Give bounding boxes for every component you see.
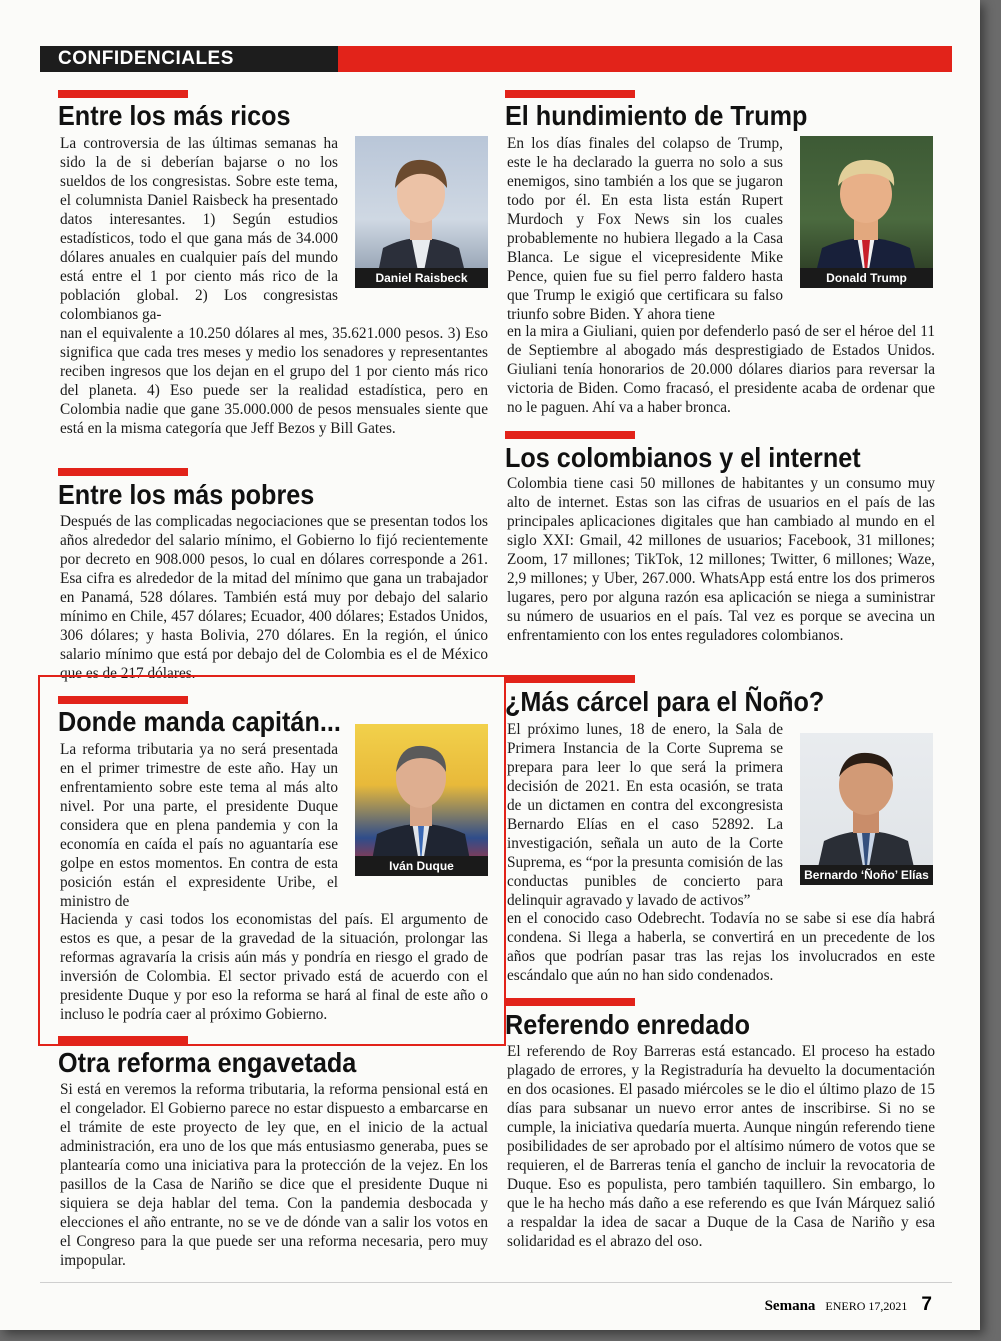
article-text-ricos-wrap: La controversia de las últimas semanas ha sido la de si deberían bajarse o no los sueldos de los congresistas. Sobre este tema, el columnista Daniel Raisbeck ha presentado datos interesantes. 1) Según estudios estadísticos, todo el que gana más de 34.000 dólares anuales en cualquier país del mundo está entre el 1 por ciento más rico de la población global. 2) Los congresistas colombianos ga- [60, 135, 338, 323]
article-title-internet: Los colombianos y el internet [505, 442, 861, 473]
portrait-illustration [800, 136, 933, 288]
portrait-illustration [355, 136, 488, 288]
portrait-illustration [355, 724, 488, 876]
article-title-pobres: Entre los más pobres [58, 479, 315, 510]
photo-donald-trump [800, 136, 933, 288]
article-text-pobres: Después de las complicadas negociaciones que se presentan todos los años alrededor del salario mínimo, el Gobierno lo fijó recientemente por decreto en 908.000 pesos, lo cual en dólares corresponde a 261. Esa cifra es alrededor de la mitad del mínimo que gana un trabajador en Panamá, 528 dólares. También está muy por debajo del salario mínimo en Chile, 457 dólares; Ecuador, 400 dólares; Estados Unidos, 306 dólares; y hasta Bolivia, 270 dólares. En la región, el único salario mínimo que está por debajo del de Colombia es el de México que es de 217 dólares. [60, 513, 488, 682]
article-accent-bar [505, 675, 635, 683]
article-text-referendo: El referendo de Roy Barreras está estancado. El proceso ha estado plagado de errores, y la Registraduría ha devuelto la documentación en dos ocasiones. El pasado miércoles se le dio el último plazo de 15 días para subsanar un nuevo error antes de inscribirse. Si no se cumple, la iniciativa quedaría muerta. Aunque ningún referendo tiene posibilidades de ser aprobado por el altísimo número de votos que se requieren, el de Barreras tenía el gancho de incluir la revocatoria de Duque. Eso es populista, pero también taquillero. Sin embargo, lo que le ha hecho más daño a ese referendo es que Iván Márquez salió a respaldar la idea de sacar a Duque de la Casa de Nariño y esa solidaridad es el abrazo del oso. [507, 1043, 935, 1250]
publication-name: Semana [764, 1298, 816, 1314]
section-label: CONFIDENCIALES [58, 48, 234, 69]
footer-rule [40, 1282, 952, 1283]
article-accent-bar [505, 431, 635, 439]
article-title-capitan: Donde manda capitán... [58, 706, 341, 737]
photo-daniel-raisbeck [355, 136, 488, 288]
article-accent-bar [58, 696, 188, 704]
photo-caption-elias: Bernardo ‘Ñoño’ Elías [800, 865, 933, 885]
article-text-ricos: nan el equivalente a 10.250 dólares al mes, 35.621.000 pesos. 3) Eso significa que cada tres meses y medio los senadores y representantes reciben ingresos que los dejan en el grupo del 1 por ciento más rico del planeta. 4) Eso puede ser la realidad estadística, pero en Colombia nadie que gane 35.000.000 de pesos mensuales siente que está en la misma categoría que Jeff Bezos y Bill Gates. [60, 325, 488, 437]
issue-date: ENERO 17,2021 [825, 1299, 908, 1313]
article-text-nono-wrap: El próximo lunes, 18 de enero, la Sala de Primera Instancia de la Corte Suprema se prepara para leer lo que será la primera decisión de 2021. En esta ocasión, se trata de un dictamen en contra del excongresista Bernardo Elías en el caso 52892. La investigación, señala un auto de la Corte Suprema, es “por la presunta comisión de las conductas punibles de concierto para delinquir agravado y lavado de activos” [507, 721, 783, 909]
page-number: 7 [921, 1294, 932, 1315]
photo-caption-duque: Iván Duque [355, 856, 488, 876]
article-title-ricos: Entre los más ricos [58, 100, 291, 131]
photo-ivan-duque [355, 724, 488, 876]
article-accent-bar [58, 90, 188, 98]
section-header-red-band [338, 46, 952, 72]
photo-caption-trump: Donald Trump [800, 268, 933, 288]
photo-bernardo-elias [800, 733, 933, 885]
article-accent-bar [505, 90, 635, 98]
article-accent-bar [58, 468, 188, 476]
article-text-reforma: Si está en veremos la reforma tributaria, la reforma pensional está en el congelador. El Gobierno parece no estar dispuesto a embarcarse en el trámite de este proyecto de ley que, en el inicio de la actual administración, era uno de los que más entusiasmo generaba, pues se plantearía como una iniciativa para la protección de la vejez. En los pasillos de la Casa de Nariño se dice que el presidente Duque ni siquiera se deja hablar del tema. Con la pandemia desbocada y elecciones el año entrante, no se ve de dónde van a salir los votos en el Congreso para la que puede ser una reforma necesaria, pero muy impopular. [60, 1081, 488, 1269]
article-title-trump: El hundimiento de Trump [505, 100, 808, 131]
photo-caption-raisbeck: Daniel Raisbeck [355, 268, 488, 288]
article-title-nono: ¿Más cárcel para el Ñoño? [505, 686, 825, 717]
article-text-trump: en la mira a Giuliani, quien por defenderlo pasó de ser el héroe del 11 de Septiembre al abogado más desprestigiado de Estados Unidos. Giuliani tenía honorarios de 20.000 dólares diarios para reversar la victoria de Biden. Como fracasó, el presidente acaba de ordenar que no le paguen. Ahí va a haber bronca. [507, 323, 935, 416]
article-title-referendo: Referendo enredado [505, 1009, 751, 1040]
article-text-nono: en el conocido caso Odebrecht. Todavía no se sabe si ese día habrá condena. Si llega a haberla, se convertirá en un precedente de los años que podrían pasar tras las rejas los involucrados en este escándalo que aún no han sido condenados. [507, 910, 935, 984]
article-text-internet: Colombia tiene casi 50 millones de habitantes y un consumo muy alto de internet. Estas son las cifras de usuarios en el país de las principales aplicaciones digitales que han cambiado al mundo en el siglo XXI: Gmail, 42 millones de usuarios; Facebook, 31 millones; Zoom, 17 millones; TikTok, 12 millones; Twitter, 6 millones; Waze, 2,9 millones; y Uber, 267.000. WhatsApp está entre los dos primeros lugares, pero por alguna razón esa aplicación se niega a suministrar su número de usuarios en el país. Tal vez es porque se avecina un enfrentamiento con los entes reguladores colombianos. [507, 475, 935, 644]
portrait-illustration [800, 733, 933, 885]
article-text-trump-wrap: En los días finales del colapso de Trump, este le ha declarado la guerra no solo a sus enemigos, sino también a los que se jugaron todo por él. En esta lista están Rupert Murdoch y Fox News sin los cuales probablemente no hubiera llegado a la Casa Blanca. Le sigue el vicepresidente Mike Pence, quien fue su fiel perro faldero hasta que Trump le exigió que certificara su falso triunfo sobre Biden. Y ahora tiene [507, 135, 783, 323]
article-accent-bar [58, 1036, 188, 1044]
page-footer [765, 1294, 932, 1316]
article-accent-bar [505, 998, 635, 1006]
article-text-capitan: Hacienda y casi todos los economistas del país. El argumento de estos es que, a pesar de la gravedad de la situación, prolongar las reformas agravaría la crisis aún más y pondría en riesgo el grado de inversión de Colombia. El sector privado está de acuerdo con el presidente Duque y por eso la reforma se hará al final de este año o incluso le podría caer al próximo Gobierno. [60, 911, 488, 1023]
article-text-capitan-wrap: La reforma tributaria ya no será presentada en el primer trimestre de este año. Hay un enfrentamiento sobre este tema al más alto nivel. Por una parte, el presidente Duque considera que en plena pandemia y con la economía en caída el país no aguantaría ese golpe en estos momentos. En contra de esta posición están el expresidente Uribe, el ministro de [60, 741, 338, 910]
article-title-reforma: Otra reforma engavetada [58, 1047, 357, 1078]
